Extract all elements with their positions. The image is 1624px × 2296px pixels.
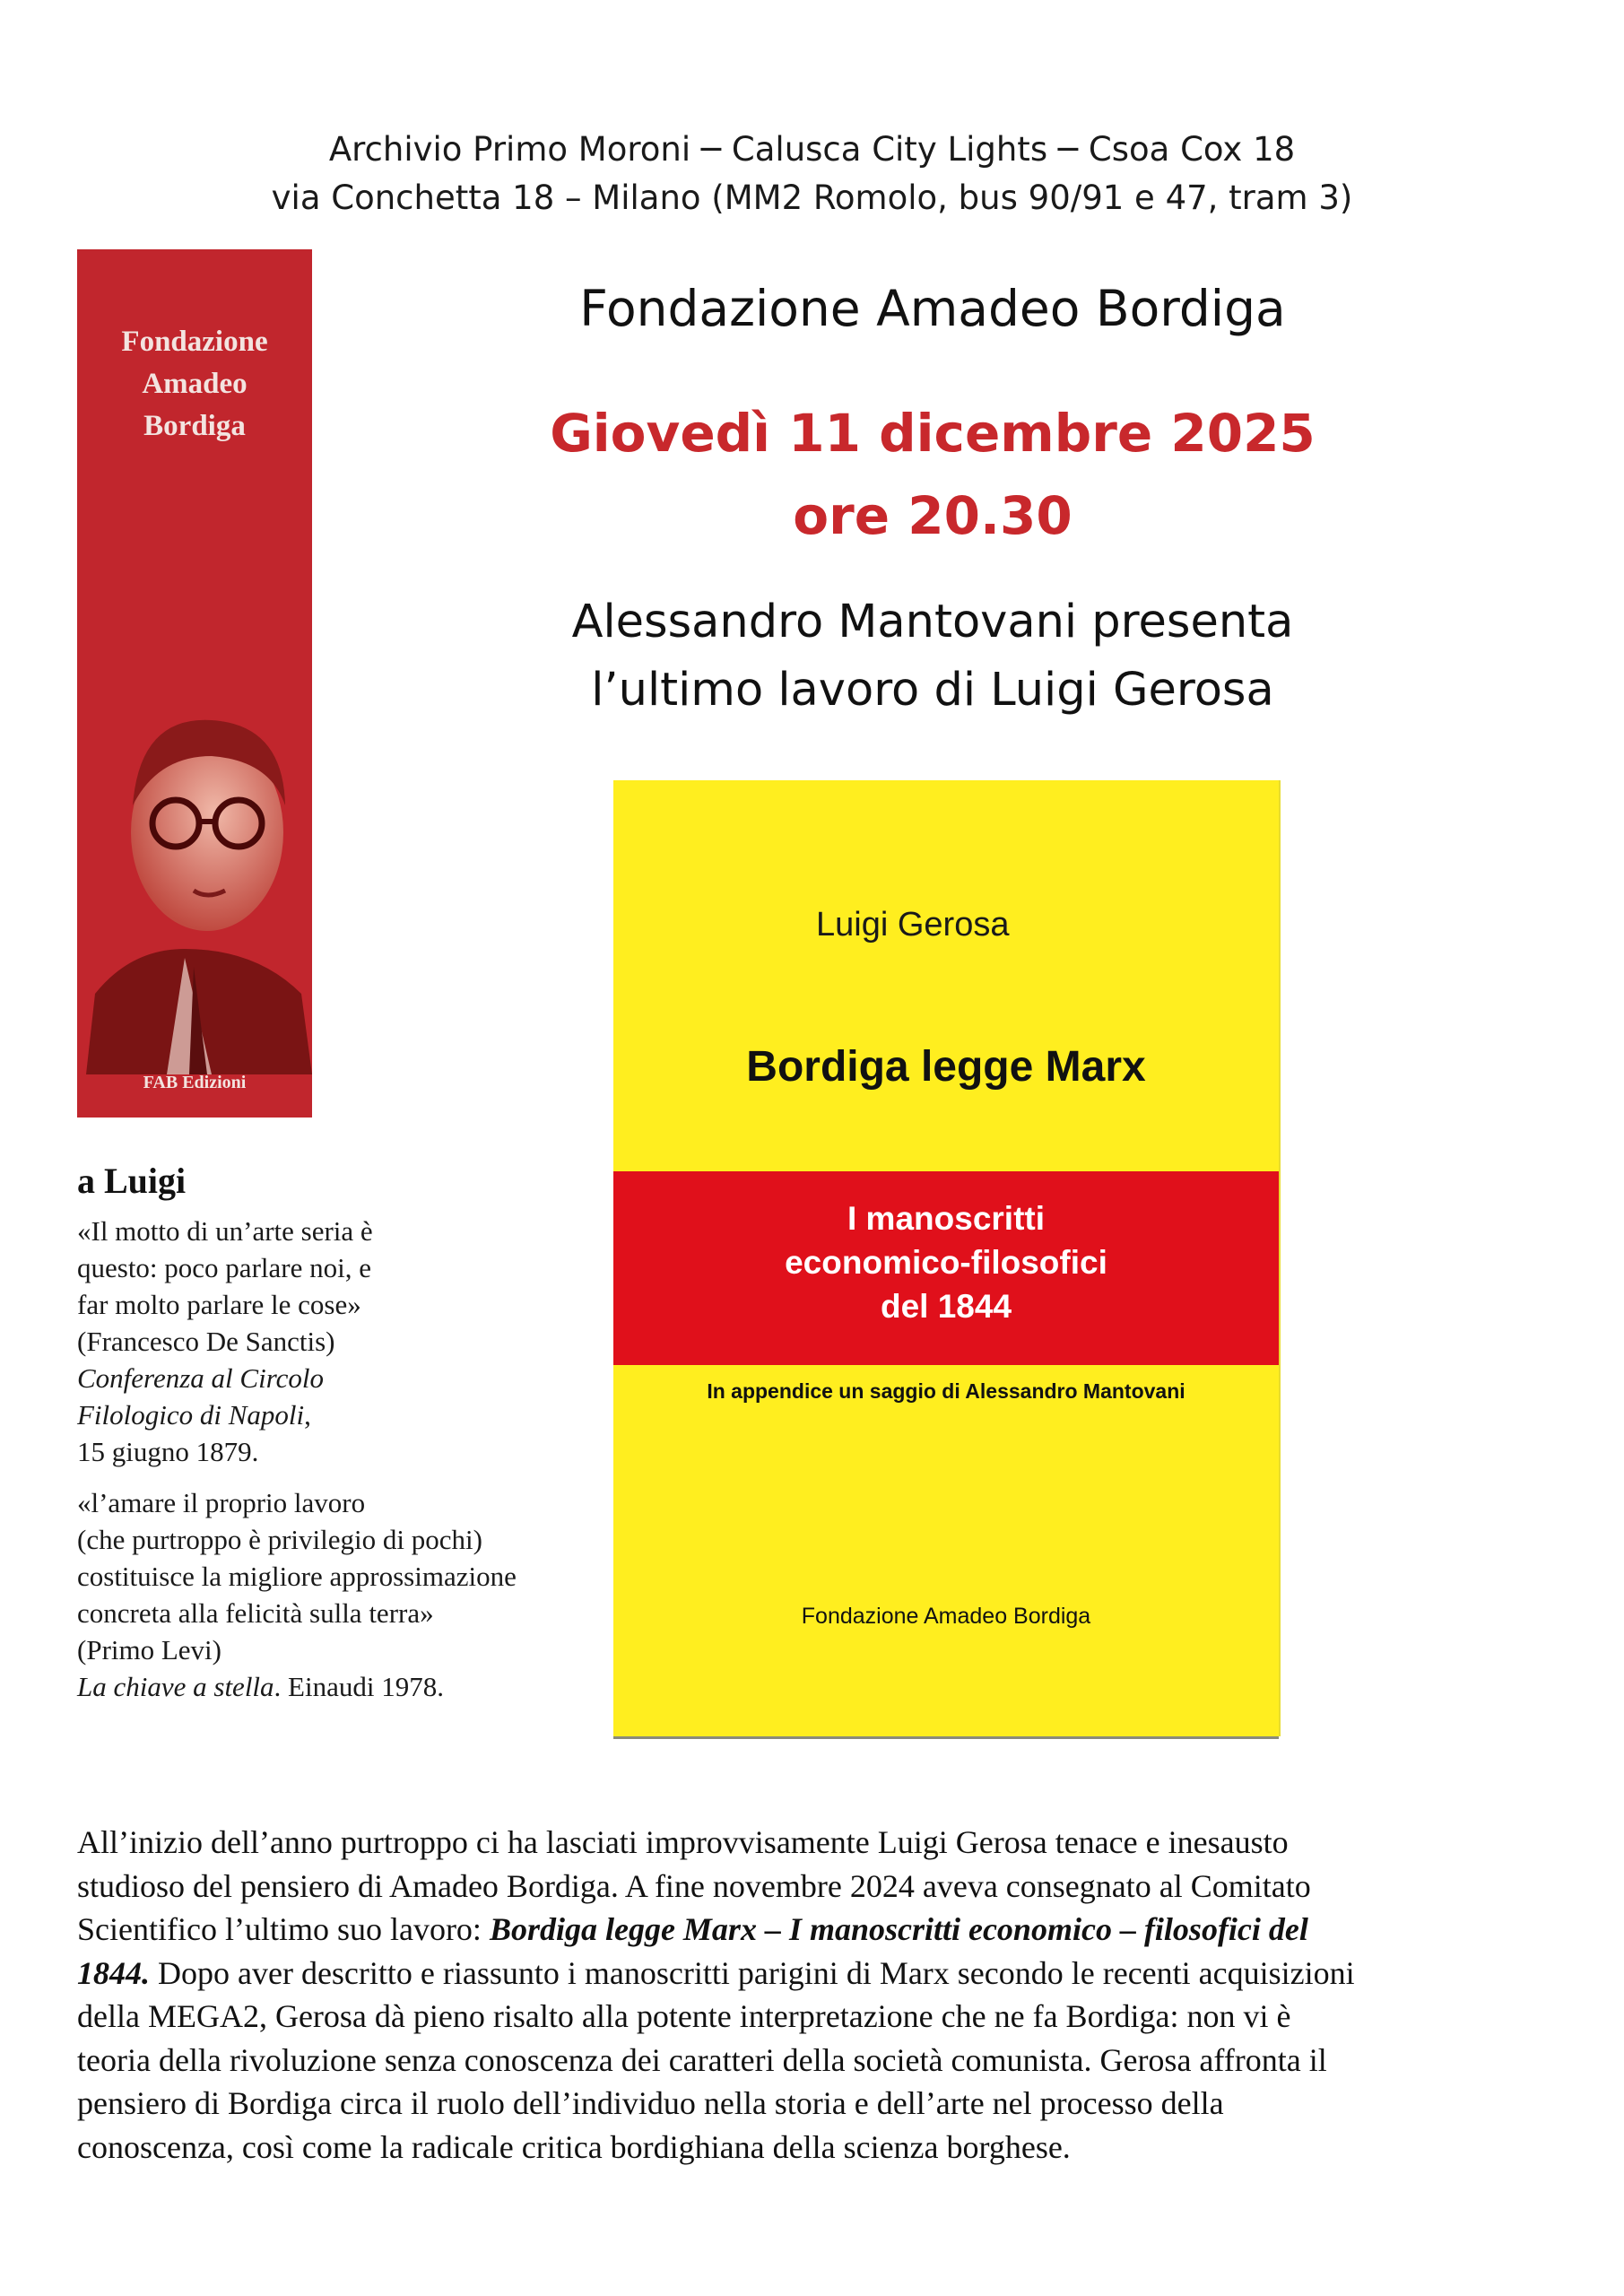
book-appendix: In appendice un saggio di Alessandro Mantovani bbox=[707, 1379, 1185, 1403]
bookmark-title-line-3: Bordiga bbox=[143, 410, 246, 442]
quote-source: Conferenza al Circolo bbox=[77, 1362, 324, 1394]
quote-source-punct: , bbox=[304, 1399, 311, 1431]
book-reference: Bordiga legge Marx – I manoscritti economico – filosofici del bbox=[489, 1911, 1308, 1947]
bookmark-title bbox=[77, 321, 312, 448]
book-author: Luigi Gerosa bbox=[816, 906, 1010, 944]
portrait-illustration bbox=[77, 698, 312, 1074]
body-line: teoria della rivoluzione senza conoscenza dei caratteri della società comunista. Gerosa affronta il bbox=[77, 2041, 1327, 2078]
book-publisher: Fondazione Amadeo Bordiga bbox=[801, 1604, 1091, 1629]
quote-source: Filologico di Napoli bbox=[77, 1399, 305, 1431]
venue-line-2: via Conchetta 18 – Milano (MM2 Romolo, bus 90/91 e 47, tram 3) bbox=[271, 178, 1353, 217]
presenter-line-1: Alessandro Mantovani presenta bbox=[571, 596, 1294, 648]
event-datetime bbox=[502, 392, 1363, 557]
quote-source: La chiave a stella bbox=[77, 1671, 274, 1702]
quote-source-tail: . Einaudi 1978. bbox=[274, 1671, 444, 1702]
event-date: Giovedì 11 dicembre 2025 bbox=[550, 403, 1316, 464]
book-reference-year: 1844. bbox=[77, 1954, 150, 1991]
quote-author: (Primo Levi) bbox=[77, 1634, 221, 1665]
dedication-title: a Luigi bbox=[77, 1161, 187, 1201]
quote-line: costituisce la migliore approssimazione bbox=[77, 1561, 517, 1592]
dedication bbox=[77, 1159, 615, 1705]
bookmark-title-line-2: Amadeo bbox=[142, 368, 248, 400]
body-line: Dopo aver descritto e riassunto i manoscritti parigini di Marx secondo le recenti acquisizioni bbox=[150, 1954, 1355, 1991]
quote-date: 15 giugno 1879. bbox=[77, 1436, 259, 1467]
quote-levi bbox=[77, 1484, 615, 1705]
quote-line: questo: poco parlare noi, e bbox=[77, 1252, 371, 1283]
body-paragraph bbox=[77, 1821, 1584, 2169]
body-line: studioso del pensiero di Amadeo Bordiga. A fine novembre 2024 aveva consegnato al Comitato bbox=[77, 1867, 1311, 1904]
venue-line-1: Archivio Primo Moroni ─ Calusca City Lights ─ Csoa Cox 18 bbox=[328, 130, 1296, 169]
venue-address bbox=[0, 126, 1624, 222]
quote-line: far molto parlare le cose» bbox=[77, 1289, 361, 1320]
quote-de-sanctis bbox=[77, 1213, 615, 1470]
book-subtitle-line-2: economico-filosofici bbox=[785, 1244, 1107, 1281]
presenter-text bbox=[502, 588, 1363, 725]
bookmark-image bbox=[77, 249, 312, 1118]
quote-line: concreta alla felicità sulla terra» bbox=[77, 1597, 434, 1629]
book-cover bbox=[613, 780, 1279, 1736]
body-line: pensiero di Bordiga circa il ruolo dell’individuo nella storia e dell’arte nel processo della bbox=[77, 2085, 1224, 2121]
book-subtitle-line-1: I manoscritti bbox=[847, 1200, 1045, 1237]
foundation-title: Fondazione Amadeo Bordiga bbox=[579, 280, 1286, 337]
book-title: Bordiga legge Marx bbox=[746, 1043, 1146, 1091]
bookmark-publisher: FAB Edizioni bbox=[143, 1073, 247, 1092]
quote-line: (che purtroppo è privilegio di pochi) bbox=[77, 1524, 482, 1555]
bookmark-title-line-1: Fondazione bbox=[121, 326, 268, 358]
quote-author: (Francesco De Sanctis) bbox=[77, 1326, 335, 1357]
quote-line: «l’amare il proprio lavoro bbox=[77, 1487, 366, 1518]
book-subtitle-line-3: del 1844 bbox=[880, 1288, 1012, 1325]
body-line: conoscenza, così come la radicale critica bordighiana della scienza borghese. bbox=[77, 2128, 1071, 2165]
quote-line: «Il motto di un’arte seria è bbox=[77, 1215, 373, 1247]
body-line: Scientifico l’ultimo suo lavoro: bbox=[77, 1911, 490, 1947]
event-time: ore 20.30 bbox=[793, 485, 1073, 546]
book-subtitle bbox=[613, 1196, 1279, 1328]
body-line: All’inizio dell’anno purtroppo ci ha lasciati improvvisamente Luigi Gerosa tenace e inesausto bbox=[77, 1824, 1289, 1860]
presenter-line-2: l’ultimo lavoro di Luigi Gerosa bbox=[591, 664, 1274, 717]
body-line: della MEGA2, Gerosa dà pieno risalto alla potente interpretazione che ne fa Bordiga: non vi è bbox=[77, 1998, 1291, 2034]
